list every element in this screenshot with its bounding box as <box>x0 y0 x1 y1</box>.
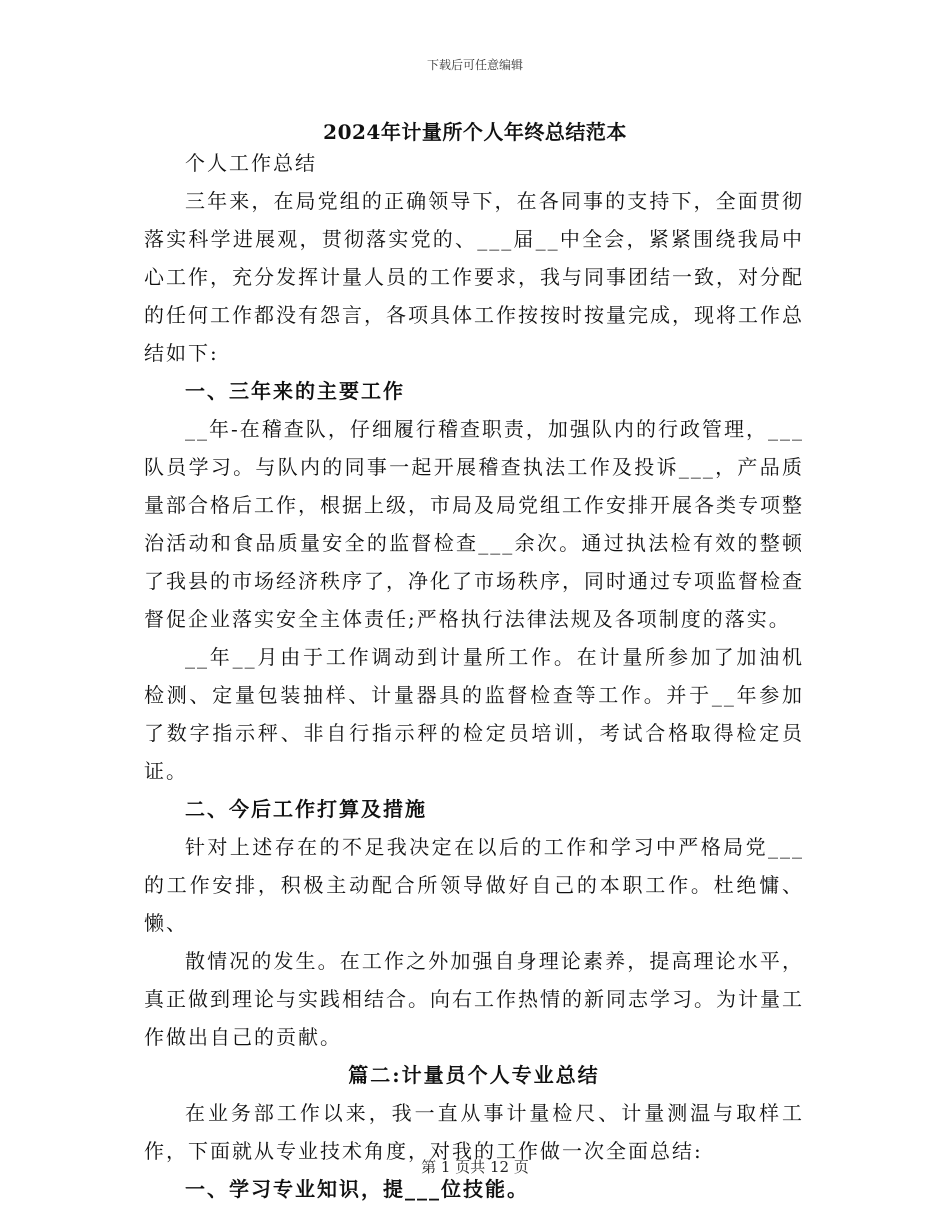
section-heading: 一、三年来的主要工作 <box>185 379 405 403</box>
section-heading: 一、学习专业知识，提___位技能。 <box>185 1177 529 1201</box>
part-heading: 篇二:计量员个人专业总结 <box>348 1063 600 1087</box>
body-paragraph: __年__月由于工作调动到计量所工作。在计量所参加了加油机检测、定量包装抽样、计量器具的监督检查等工作。并于__年参加了数字指示秤、非自行指示秤的检定员培训，考试合格取得检定员证。 <box>144 645 804 783</box>
body-paragraph: 在业务部工作以来，我一直从事计量检尺、计量测温与取样工作，下面就从专业技术角度，对我的工作做一次全面总结: <box>144 1101 804 1163</box>
document-body <box>144 144 804 1208</box>
body-paragraph: 三年来，在局党组的正确领导下，在各同事的支持下，全面贯彻落实科学进展观，贯彻落实党的、___届__中全会，紧紧围绕我局中心工作，充分发挥计量人员的工作要求，我与同事团结一致，对分配的任何工作都没有怨言，各项具体工作按按时按量完成，现将工作总结如下: <box>144 189 804 365</box>
section-heading: 二、今后工作打算及措施 <box>185 797 427 821</box>
page-header: 下载后可任意编辑 <box>426 58 523 72</box>
subtitle-paragraph: 个人工作总结 <box>185 151 317 175</box>
page-number: 第 1 页共 12 页 <box>421 1158 529 1176</box>
document-title: 2024年计量所个人年终总结范本 <box>323 120 627 144</box>
body-paragraph: 散情况的发生。在工作之外加强自身理论素养，提高理论水平，真正做到理论与实践相结合。向右工作热情的新同志学习。为计量工作做出自己的贡献。 <box>144 949 804 1049</box>
body-paragraph: 针对上述存在的不足我决定在以后的工作和学习中严格局党___的工作安排，积极主动配合所领导做好自己的本职工作。杜绝慵、懒、 <box>144 835 804 935</box>
body-paragraph: __年-在稽查队，仔细履行稽查职责，加强队内的行政管理，___队员学习。与队内的同事一起开展稽查执法工作及投诉___，产品质量部合格后工作，根据上级，市局及局党组工作安排开展各类专项整治活动和食品质量安全的监督检查___余次。通过执法检有效的整顿了我县的市场经济秩序了，净化了市场秩序，同时通过专项监督检查督促企业落实安全主体责任;严格执行法律法规及各项制度的落实。 <box>144 417 804 631</box>
